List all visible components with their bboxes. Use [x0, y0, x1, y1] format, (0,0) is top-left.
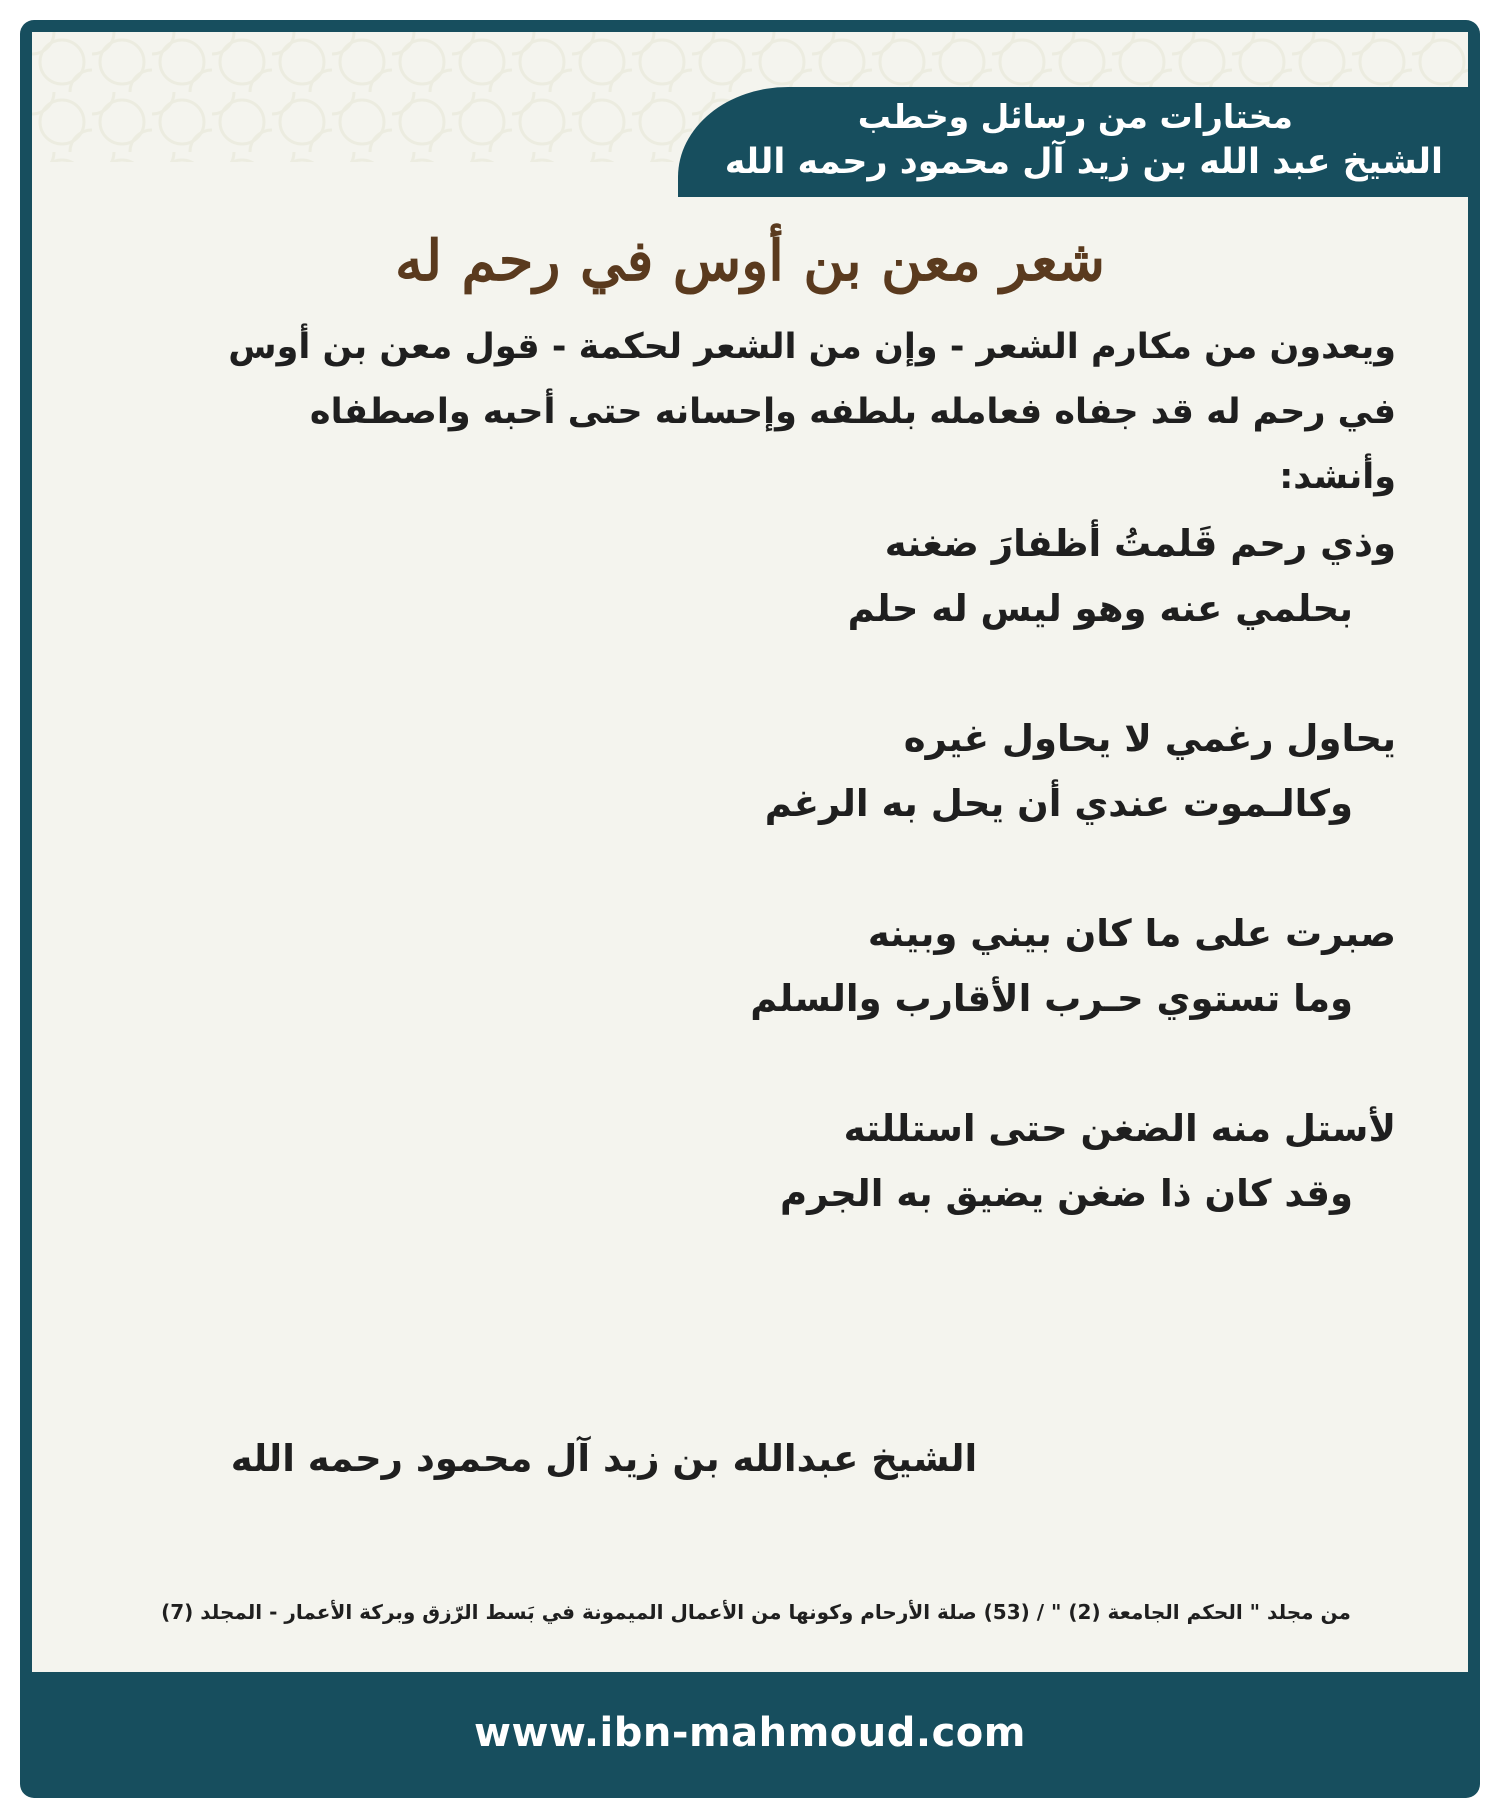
- header-banner: [678, 87, 1468, 197]
- header-series-title: مختارات من رسائل وخطب: [857, 97, 1293, 136]
- footer-bar: [20, 1672, 1480, 1798]
- page-title: شعر معن بن أوس في رحم له: [394, 228, 1106, 294]
- header-author: الشيخ عبد الله بن زيد آل محمود رحمه الله: [724, 142, 1443, 182]
- verse-3-second-hemistich: وما تستوي حـرب الأقارب والسلم: [750, 977, 1353, 1020]
- verse-4-first-hemistich: لأستل منه الضغن حتى استللته: [843, 1107, 1396, 1150]
- website-link[interactable]: www.ibn-mahmoud.com: [474, 1710, 1026, 1756]
- signature: الشيخ عبدالله بن زيد آل محمود رحمه الله: [230, 1437, 978, 1480]
- intro-line-1: ويعدون من مكارم الشعر - وإن من الشعر لحكمة - قول معن بن أوس: [228, 327, 1396, 367]
- intro-line-2: في رحم له قد جفاه فعامله بلطفه وإحسانه حتى أحبه واصطفاه: [309, 392, 1396, 432]
- verse-2-first-hemistich: يحاول رغمي لا يحاول غيره: [903, 717, 1396, 760]
- content-panel: [32, 32, 1468, 1672]
- intro-line-3: وأنشد:: [1279, 457, 1396, 497]
- verse-2-second-hemistich: وكالـموت عندي أن يحل به الرغم: [764, 782, 1353, 825]
- source-citation: من مجلد " الحكم الجامعة (2) " / (53) صلة الأرحام وكونها من الأعمال الميمونة في بَسط الرّزق وبركة الأعمار - المجلد (7): [161, 1600, 1351, 1624]
- verse-3-first-hemistich: صبرت على ما كان بيني وبينه: [867, 912, 1396, 955]
- verse-4-second-hemistich: وقد كان ذا ضغن يضيق به الجرم: [780, 1172, 1353, 1215]
- verse-1-first-hemistich: وذي رحم قَلمتُ أظفارَ ضغنه: [884, 522, 1396, 565]
- verse-1-second-hemistich: بحلمي عنه وهو ليس له حلم: [847, 587, 1353, 630]
